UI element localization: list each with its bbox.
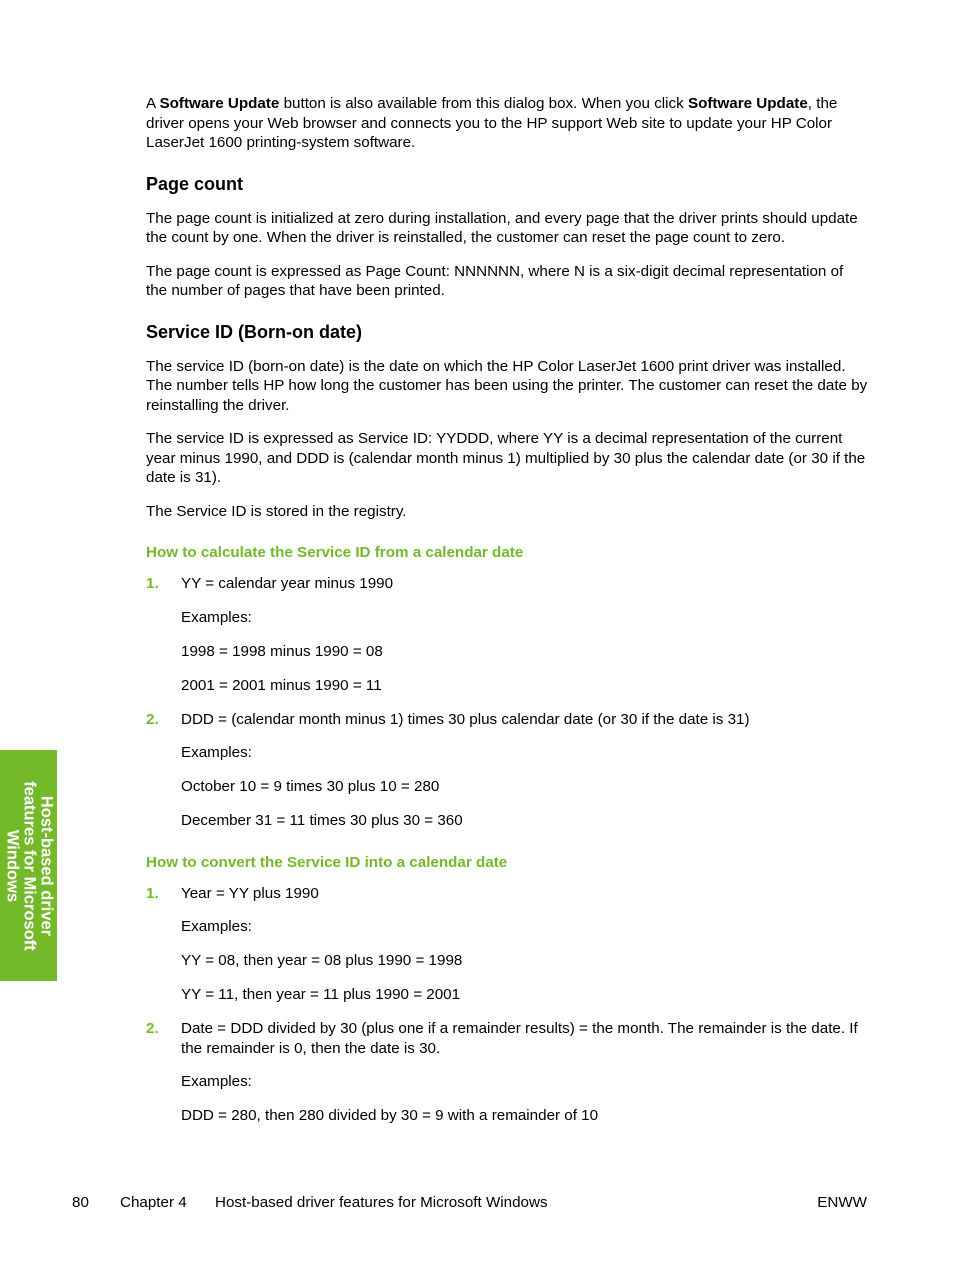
example-line: October 10 = 9 times 30 plus 10 = 280 (181, 778, 440, 795)
page-count-heading: Page count (146, 173, 244, 194)
service-id-paragraph: The service ID (born-on date) is the date on which the HP Color LaserJet 1600 print driver was installed. The number tells HP how long the customer has been using the printer. The customer can reset the date by reinstalling the driver. (146, 357, 868, 414)
page-count-paragraph: The page count is initialized at zero during installation, and every page that the driver prints should update the count by one. When the driver is reinstalled, the customer can reset the page count to zero. (146, 209, 858, 246)
examples-label: Examples: (181, 608, 252, 626)
step-number: 1. (146, 575, 159, 592)
service-id-paragraph: The service ID is expressed as Service ID: YYDDD, where YY is a decimal representation of the current year minus 1990, and DDD is (calendar month minus 1) multiplied by 30 plus the calendar date (or 30 if the date is 31). (146, 430, 866, 486)
calc-heading: How to calculate the Service ID from a calendar date (146, 544, 524, 561)
step-text: Date = DDD divided by 30 (plus one if a remainder results) = the month. The remainder is the date. If the remainder is 0, then the date is 30. (181, 1020, 858, 1057)
examples-label: Examples: (181, 744, 252, 761)
chapter-side-tab (0, 750, 57, 981)
calc-step (146, 574, 868, 594)
step-text: Year = YY plus 1990 (181, 884, 319, 902)
step-text: YY = calendar year minus 1990 (181, 575, 394, 592)
example-line: YY = 11, then year = 11 plus 1990 = 2001 (181, 986, 461, 1003)
step-number: 2. (146, 1020, 159, 1037)
example-line: 1998 = 1998 minus 1990 = 08 (181, 642, 383, 660)
footer-locale: ENWW (817, 1194, 867, 1211)
page-count-paragraph: The page count is expressed as Page Count: NNNNNN, where N is a six-digit decimal representation of the number of pages that have been printed. (146, 262, 844, 299)
example-line: 2001 = 2001 minus 1990 = 11 (181, 676, 382, 694)
step-text: DDD = (calendar month minus 1) times 30 plus calendar date (or 30 if the date is 31) (181, 710, 750, 728)
step-number: 1. (146, 884, 159, 902)
service-id-paragraph: The Service ID is stored in the registry. (146, 502, 407, 520)
side-tab-label: Host-based driver features for Microsoft Windows (3, 780, 55, 951)
footer-chapter-title: Host-based driver features for Microsoft Windows (215, 1194, 548, 1211)
example-line: December 31 = 11 times 30 plus 30 = 360 (181, 812, 463, 829)
calc-step (146, 710, 868, 730)
example-line: YY = 08, then year = 08 plus 1990 = 1998 (181, 952, 463, 969)
intro-paragraph: A Software Update button is also available from this dialog box. When you click Software Update, the driver opens your Web browser and connects you to the HP support Web site to update your HP Color LaserJet 1600 printing-system software. (146, 95, 838, 151)
service-id-heading: Service ID (Born-on date) (146, 321, 363, 342)
software-update-term: Software Update (687, 95, 808, 112)
software-update-term: Software Update (159, 95, 280, 112)
example-line: DDD = 280, then 280 divided by 30 = 9 with a remainder of 10 (181, 1107, 599, 1124)
convert-step (146, 1019, 868, 1058)
examples-label: Examples: (181, 918, 252, 935)
convert-heading: How to convert the Service ID into a calendar date (146, 853, 508, 871)
examples-label: Examples: (181, 1073, 252, 1090)
page-content (146, 94, 868, 1140)
footer-chapter: Chapter 4 (120, 1194, 187, 1211)
convert-step (146, 884, 868, 904)
step-number: 2. (146, 710, 159, 728)
page-number: 80 (72, 1194, 89, 1211)
